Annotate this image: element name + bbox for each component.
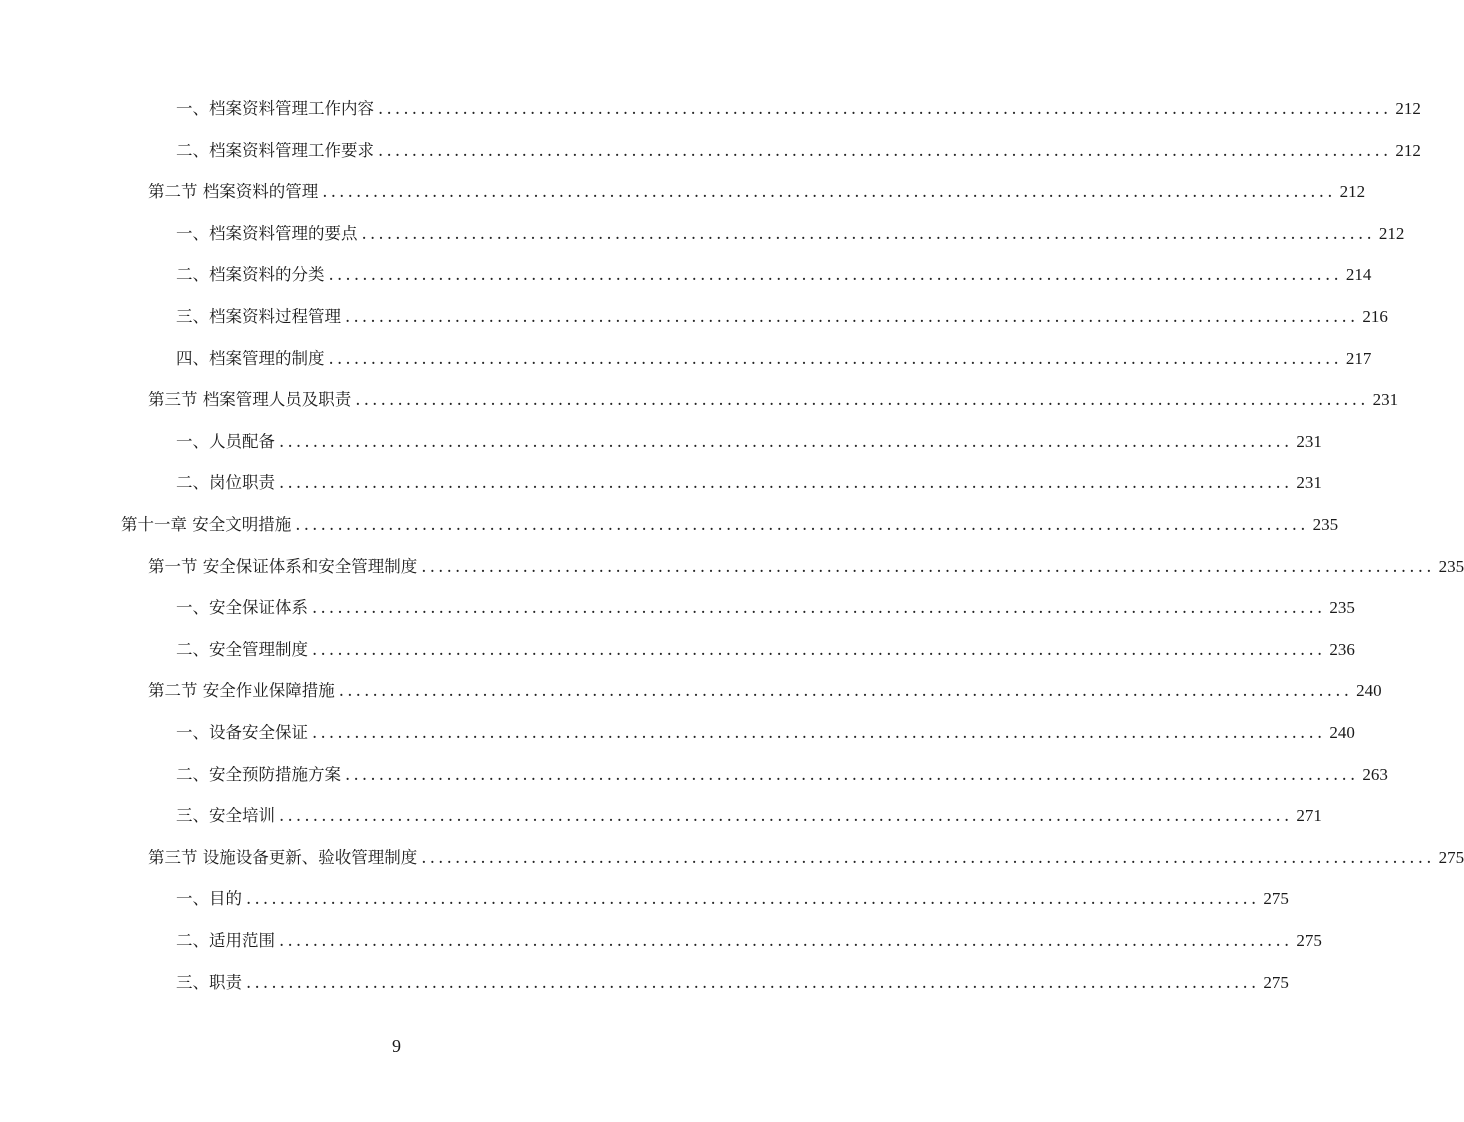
toc-entry[interactable]	[176, 345, 1372, 373]
toc-dot-leader: ........................................................................................................................	[312, 639, 1326, 659]
toc-entry-page: 212	[1395, 99, 1421, 118]
toc-entry-page: 240	[1329, 723, 1355, 742]
toc-entry-page: 231	[1296, 431, 1322, 451]
toc-entry[interactable]	[148, 844, 1464, 872]
toc-entry-label: 第二节 档案资料的管理	[148, 182, 319, 202]
toc-dot-leader: ........................................................................................................................	[312, 598, 1326, 618]
toc-dot-leader: ........................................................................................................................	[345, 307, 1359, 326]
toc-entry-page: 235	[1312, 515, 1339, 534]
toc-entry-page: 231	[1372, 390, 1399, 410]
toc-entry-label: 三、档案资料过程管理	[176, 307, 341, 326]
toc-dot-leader: ........................................................................................................................	[421, 847, 1435, 867]
toc-entry-page: 275	[1438, 847, 1464, 867]
toc-entry[interactable]	[176, 469, 1322, 497]
toc-dot-leader: ........................................................................................................................	[328, 348, 1342, 368]
toc-entry[interactable]	[176, 137, 1421, 165]
toc-entry-label: 三、职责	[176, 972, 242, 992]
toc-dot-leader: ........................................................................................................................	[279, 806, 1293, 826]
toc-dot-leader: ........................................................................................................................	[345, 764, 1359, 784]
toc-entry[interactable]	[176, 303, 1388, 331]
toc-entry-page: 235	[1438, 556, 1464, 576]
toc-entry[interactable]	[176, 802, 1322, 830]
toc-entry-label: 一、设备安全保证	[176, 723, 308, 742]
toc-entry-page: 275	[1263, 889, 1289, 909]
toc-dot-leader: ........................................................................................................................	[378, 99, 1392, 118]
toc-entry-label: 二、安全预防措施方案	[176, 764, 341, 784]
toc-dot-leader: ........................................................................................................................	[421, 556, 1435, 576]
toc-entry[interactable]	[176, 261, 1372, 289]
toc-entry[interactable]	[176, 594, 1355, 622]
toc-entry-label: 第三节 设施设备更新、验收管理制度	[148, 847, 418, 867]
toc-entry-label: 二、档案资料的分类	[176, 265, 325, 285]
toc-entry-label: 第二节 安全作业保障措施	[148, 681, 335, 701]
toc-dot-leader: ........................................................................................................................	[279, 931, 1293, 950]
toc-dot-leader: ........................................................................................................................	[279, 473, 1293, 493]
toc-entry[interactable]	[176, 969, 1289, 997]
toc-entry[interactable]	[148, 677, 1382, 705]
toc-dot-leader: ........................................................................................................................	[312, 723, 1326, 742]
toc-entry[interactable]	[176, 95, 1421, 123]
toc-entry-label: 一、人员配备	[176, 431, 275, 451]
toc-dot-leader: ........................................................................................................................	[322, 182, 1336, 202]
toc-dot-leader: ........................................................................................................................	[246, 889, 1260, 909]
toc-entry[interactable]	[176, 428, 1322, 456]
toc-entry-page: 231	[1296, 473, 1322, 493]
toc-entry-page: 263	[1362, 764, 1388, 784]
toc-entry-page: 212	[1395, 140, 1421, 160]
toc-entry[interactable]	[176, 761, 1388, 789]
toc-entry-label: 第十一章 安全文明措施	[121, 515, 292, 534]
toc-entry-label: 一、档案资料管理的要点	[176, 223, 358, 243]
toc-entry-page: 212	[1378, 223, 1405, 243]
toc-entry[interactable]	[148, 386, 1399, 414]
toc-entry-page: 214	[1345, 265, 1372, 285]
toc-entry-label: 二、安全管理制度	[176, 639, 308, 659]
toc-entry[interactable]	[121, 511, 1339, 539]
toc-entry-page: 240	[1356, 681, 1382, 701]
toc-dot-leader: ........................................................................................................................	[361, 223, 1375, 243]
toc-entry[interactable]	[176, 719, 1355, 747]
toc-entry[interactable]	[176, 927, 1322, 955]
toc-entry-label: 一、目的	[176, 889, 242, 909]
toc-entry-label: 第三节 档案管理人员及职责	[148, 390, 352, 410]
toc-entry[interactable]	[176, 885, 1289, 913]
toc-entry[interactable]	[176, 220, 1405, 248]
toc-dot-leader: ........................................................................................................................	[338, 681, 1353, 701]
toc-dot-leader: ........................................................................................................................	[355, 390, 1369, 410]
toc-entry[interactable]	[176, 636, 1355, 664]
toc-dot-leader: ........................................................................................................................	[246, 972, 1260, 992]
toc-entry-page: 216	[1362, 307, 1388, 326]
toc-entry-page: 236	[1329, 639, 1355, 659]
toc-entry-page: 275	[1296, 931, 1322, 950]
toc-entry-label: 一、档案资料管理工作内容	[176, 99, 374, 118]
toc-entry-label: 第一节 安全保证体系和安全管理制度	[148, 556, 418, 576]
toc-entry-page: 212	[1339, 182, 1366, 202]
toc-entry[interactable]	[148, 553, 1464, 581]
toc-entry-label: 二、适用范围	[176, 931, 275, 950]
toc-dot-leader: ........................................................................................................................	[328, 265, 1342, 285]
toc-dot-leader: ........................................................................................................................	[378, 140, 1392, 160]
toc-entry-label: 三、安全培训	[176, 806, 275, 826]
toc-dot-leader: ........................................................................................................................	[279, 431, 1293, 451]
toc-entry[interactable]	[148, 178, 1366, 206]
toc-entry-label: 二、岗位职责	[176, 473, 275, 493]
toc-entry-label: 二、档案资料管理工作要求	[176, 140, 374, 160]
toc-entry-page: 275	[1263, 972, 1289, 992]
toc-entry-page: 271	[1296, 806, 1322, 826]
page-number: 9	[392, 1036, 401, 1056]
toc-dot-leader: ........................................................................................................................	[295, 515, 1309, 534]
toc-entry-label: 一、安全保证体系	[176, 598, 308, 618]
toc-entry-page: 235	[1329, 598, 1355, 618]
toc-entry-page: 217	[1345, 348, 1372, 368]
toc-entry-label: 四、档案管理的制度	[176, 348, 325, 368]
